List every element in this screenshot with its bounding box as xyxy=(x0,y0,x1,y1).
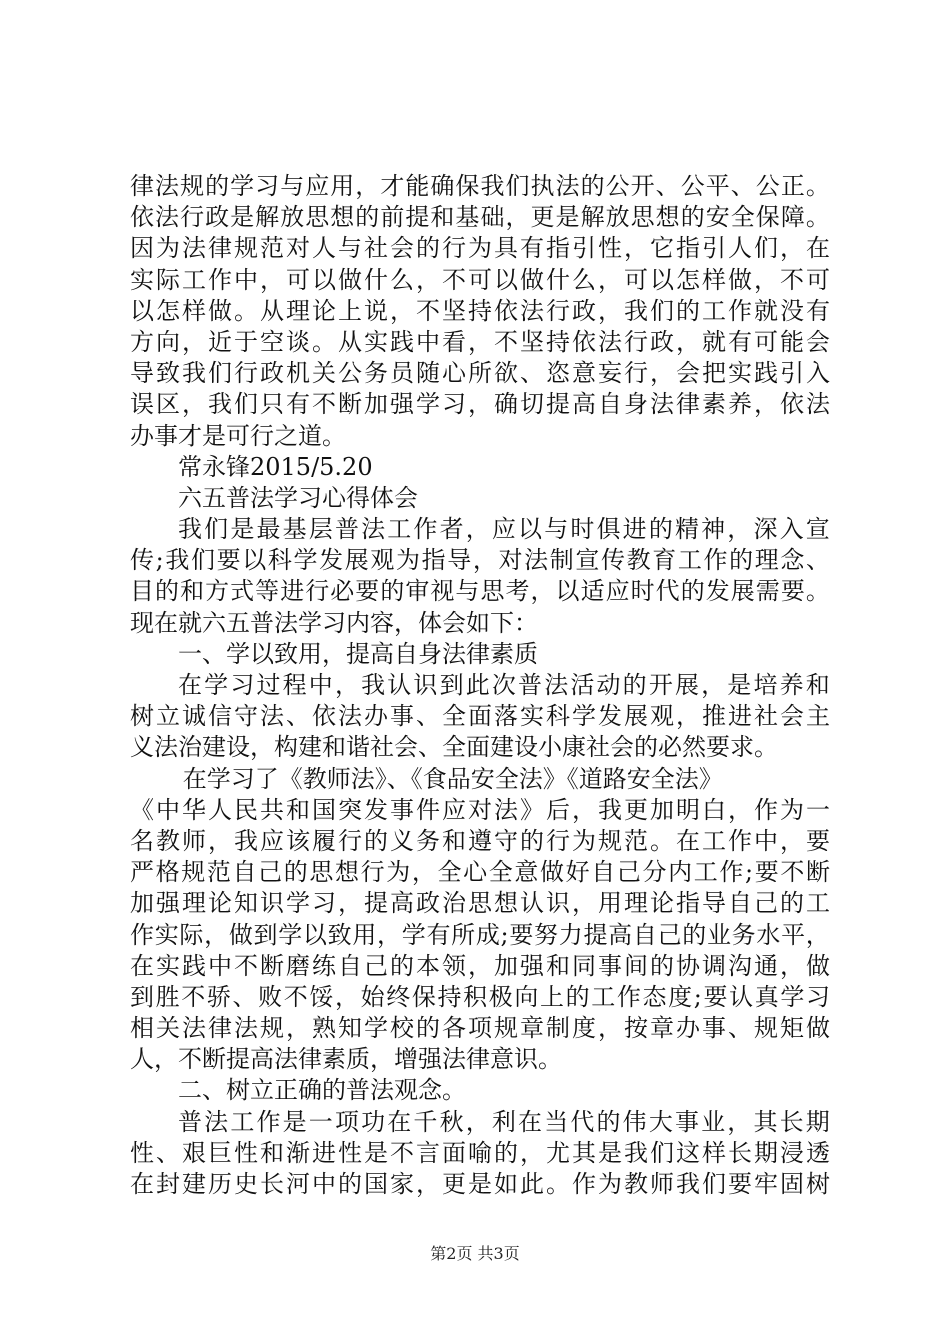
text-line: 常永锋2015/5.20 xyxy=(178,452,373,481)
text-line: 我 们 是 最 基 层 普 法 工 作 者 ， 应 以 与 时 俱 进 的 精 神 ， 深 入 宣 xyxy=(178,515,830,544)
text-line: 一、学以致用，提高自身法律素质 xyxy=(178,639,538,668)
text-line: 作 实 际 ， 做 到 学 以 致 用 ， 学 有 所 成 ; 要 努 力 提 高 自 己 的 业 务 水 平 ， xyxy=(130,920,830,949)
text-line: 严 格 规 范 自 己 的 思 想 行 为 ， 全 心 全 意 做 好 自 己 分 内 工 作 ; 要 不 断 xyxy=(130,858,830,887)
text-line: 方 向 ， 近 于 空 谈 。 从 实 践 中 看 ， 不 坚 持 依 法 行 政 ， 就 有 可 能 会 xyxy=(130,327,830,356)
text-line: 名 教 师 ， 我 应 该 履 行 的 义 务 和 遵 守 的 行 为 规 范 。 在 工 作 中 ， 要 xyxy=(130,826,830,855)
text-line: 《 中 华 人 民 共 和 国 突 发 事 件 应 对 法 》 后 ， 我 更 加 明 白 ， 作 为 一 xyxy=(130,795,830,824)
page-footer: 第2页 共3页 xyxy=(430,1244,520,1263)
text-line: 因 为 法 律 规 范 对 人 与 社 会 的 行 为 具 有 指 引 性 ， 它 指 引 人 们 ， 在 xyxy=(130,234,830,263)
text-line: 在 学 习 过 程 中 ， 我 认 识 到 此 次 普 法 活 动 的 开 展 ， 是 培 养 和 xyxy=(178,671,830,699)
text-line: 现在就六五普法学习内容，体会如下： xyxy=(130,608,538,637)
text-line: 实 际 工 作 中 ， 可 以 做 什 么 ， 不 可 以 做 什 么 ， 可 以 怎 样 做 ， 不 可 xyxy=(130,265,830,294)
text-line: 二、树立正确的普法观念。 xyxy=(178,1076,466,1105)
text-line: 依 法 行 政 是 解 放 思 想 的 前 提 和 基 础 ， 更 是 解 放 思 想 的 安 全 保 障 。 xyxy=(130,203,830,232)
text-line: 导 致 我 们 行 政 机 关 公 务 员 随 心 所 欲 、 恣 意 妄 行 ， 会 把 实 践 引 入 xyxy=(130,359,830,388)
text-line: 相 关 法 律 法 规 ， 熟 知 学 校 的 各 项 规 章 制 度 ， 按 章 办 事 、 规 矩 做 xyxy=(130,1014,830,1043)
text-line: 误 区 ， 我 们 只 有 不 断 加 强 学 习 ， 确 切 提 高 自 身 法 律 素 养 ， 依 法 xyxy=(130,390,830,419)
text-line: 六五普法学习心得体会 xyxy=(178,483,418,512)
text-line: 到 胜 不 骄 、 败 不 馁 ， 始 终 保 持 积 极 向 上 的 工 作 态 度 ; 要 认 真 学 习 xyxy=(130,982,830,1011)
text-line: 性 、 艰 巨 性 和 渐 进 性 是 不 言 面 喻 的 ， 尤 其 是 我 们 这 样 长 期 浸 透 xyxy=(130,1138,830,1167)
text-line: 树 立 诚 信 守 法 、 依 法 办 事 、 全 面 落 实 科 学 发 展 观 ， 推 进 社 会 主 xyxy=(130,702,830,731)
text-line: 人，不断提高法律素质，增强法律意识。 xyxy=(130,1045,562,1074)
body-text xyxy=(130,171,830,1200)
text-line: 在 封 建 历 史 长 河 中 的 国 家 ， 更 是 如 此 。 作 为 教 师 我 们 要 牢 固 树 xyxy=(130,1170,830,1198)
text-line: 在 实 践 中 不 断 磨 练 自 己 的 本 领 ， 加 强 和 同 事 间 的 协 调 沟 通 ， 做 xyxy=(130,951,830,980)
text-line: 律 法 规 的 学 习 与 应 用 ， 才 能 确 保 我 们 执 法 的 公 开 、 公 平 、 公 正 。 xyxy=(130,172,830,200)
text-line: 普 法 工 作 是 一 项 功 在 千 秋 ， 利 在 当 代 的 伟 大 事 业 ， 其 长 期 xyxy=(178,1107,830,1136)
text-line: 目 的 和 方 式 等 进 行 必 要 的 审 视 与 思 考 ， 以 适 应 时 代 的 发 展 需 要 。 xyxy=(130,577,830,606)
text-line: 办事才是可行之道。 xyxy=(130,421,346,450)
text-line: 加 强 理 论 知 识 学 习 ， 提 高 政 治 思 想 认 识 ， 用 理 论 指 导 自 己 的 工 xyxy=(130,889,830,918)
text-line: 以 怎 样 做 。 从 理 论 上 说 ， 不 坚 持 依 法 行 政 ， 我 们 的 工 作 就 没 有 xyxy=(130,296,830,325)
text-line: 义法治建设，构建和谐社会、全面建设小康社会的必然要求。 xyxy=(130,733,778,762)
text-line: 在学习了《教师法》、《食品安全法》《道路安全法》 xyxy=(182,764,723,793)
text-line: 传 ; 我 们 要 以 科 学 发 展 观 为 指 导 ， 对 法 制 宣 传 教 育 工 作 的 理 念 、 xyxy=(130,546,830,575)
